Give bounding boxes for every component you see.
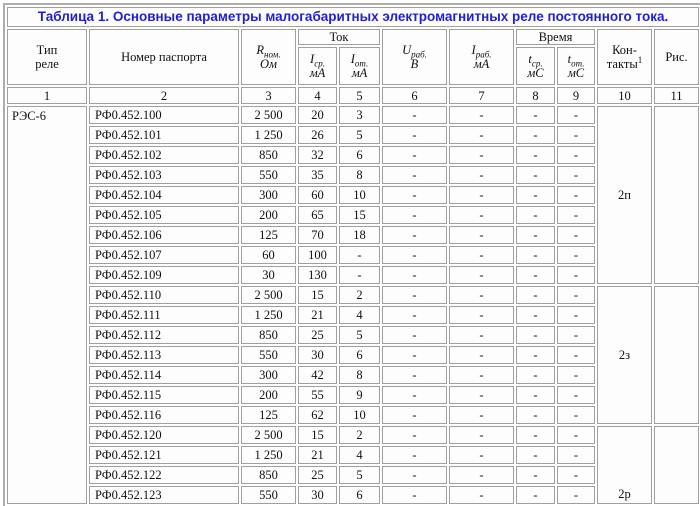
cell-time-on: - <box>516 326 555 344</box>
cell-time-on: - <box>516 406 555 424</box>
cell-working-current: - <box>449 406 514 424</box>
cell-current-on: 21 <box>298 306 337 324</box>
cell-current-on: 55 <box>298 386 337 404</box>
col-header-passport: Номер паспорта <box>89 29 239 85</box>
cell-resistance: 550 <box>241 346 296 364</box>
relay-type-label-line2: реле <box>35 57 59 72</box>
cell-working-current: - <box>449 366 514 384</box>
table-row <box>7 266 699 284</box>
cell-current-off: 6 <box>339 346 380 364</box>
cell-working-current: - <box>449 446 514 464</box>
cell-working-voltage: - <box>382 206 447 224</box>
cell-passport: РФ0.452.122 <box>89 466 239 484</box>
cell-current-off: 15 <box>339 206 380 224</box>
cell-current-off: 10 <box>339 406 380 424</box>
cell-current-on: 60 <box>298 186 337 204</box>
cell-time-on: - <box>516 366 555 384</box>
cell-passport: РФ0.452.103 <box>89 166 239 184</box>
cell-time-on: - <box>516 166 555 184</box>
cell-working-voltage: - <box>382 486 447 504</box>
cell-contacts: 2р <box>597 426 652 504</box>
time-on-symbol: t <box>528 52 532 66</box>
cell-resistance: 850 <box>241 326 296 344</box>
cell-time-on: - <box>516 486 555 504</box>
col-header-working-voltage <box>382 29 447 85</box>
table-row <box>7 406 699 424</box>
cell-time-off: - <box>557 126 595 144</box>
cell-working-current: - <box>449 426 514 444</box>
cell-resistance: 850 <box>241 466 296 484</box>
cell-time-on: - <box>516 346 555 364</box>
cell-passport: РФ0.452.107 <box>89 246 239 264</box>
cell-current-off: 18 <box>339 226 380 244</box>
cell-current-on: 20 <box>298 106 337 124</box>
cell-time-on: - <box>516 106 555 124</box>
cell-working-current: - <box>449 186 514 204</box>
cell-time-on: - <box>516 146 555 164</box>
cell-passport: РФ0.452.112 <box>89 326 239 344</box>
column-number: 8 <box>516 87 555 104</box>
column-number: 3 <box>241 87 296 104</box>
cell-figure <box>654 106 699 284</box>
cell-time-off: - <box>557 306 595 324</box>
cell-current-on: 30 <box>298 346 337 364</box>
cell-working-current: - <box>449 166 514 184</box>
cell-working-voltage: - <box>382 286 447 304</box>
cell-working-voltage: - <box>382 406 447 424</box>
cell-current-off: 8 <box>339 366 380 384</box>
col-header-relay-type <box>7 29 87 85</box>
col-header-figure: Рис. <box>654 29 699 85</box>
cell-time-off: - <box>557 406 595 424</box>
table-row <box>7 326 699 344</box>
column-number: 9 <box>557 87 595 104</box>
cell-resistance: 2 500 <box>241 426 296 444</box>
cell-passport: РФ0.452.123 <box>89 486 239 504</box>
cell-current-off: 6 <box>339 486 380 504</box>
cell-working-current: - <box>449 266 514 284</box>
cell-working-voltage: - <box>382 386 447 404</box>
cell-working-voltage: - <box>382 126 447 144</box>
table-row <box>7 286 699 304</box>
cell-current-on: 30 <box>298 486 337 504</box>
cell-resistance: 125 <box>241 406 296 424</box>
cell-working-voltage: - <box>382 346 447 364</box>
col-header-contacts <box>597 29 652 85</box>
cell-working-voltage: - <box>382 306 447 324</box>
cell-working-voltage: - <box>382 426 447 444</box>
cell-passport: РФ0.452.110 <box>89 286 239 304</box>
cell-working-voltage: - <box>382 466 447 484</box>
cell-resistance: 125 <box>241 226 296 244</box>
cell-passport: РФ0.452.102 <box>89 146 239 164</box>
table-row <box>7 226 699 244</box>
cell-working-voltage: - <box>382 166 447 184</box>
cell-passport: РФ0.452.115 <box>89 386 239 404</box>
cell-resistance: 300 <box>241 186 296 204</box>
column-number: 2 <box>89 87 239 104</box>
cell-resistance: 550 <box>241 166 296 184</box>
cell-working-voltage: - <box>382 106 447 124</box>
column-number: 1 <box>7 87 87 104</box>
cell-working-current: - <box>449 206 514 224</box>
cell-time-on: - <box>516 126 555 144</box>
cell-resistance: 30 <box>241 266 296 284</box>
cell-working-current: - <box>449 146 514 164</box>
table-row <box>7 446 699 464</box>
col-header-time-on <box>516 47 555 85</box>
cell-time-on: - <box>516 266 555 284</box>
cell-passport: РФ0.452.105 <box>89 206 239 224</box>
cell-current-off: 8 <box>339 166 380 184</box>
cell-current-off: 2 <box>339 286 380 304</box>
current-off-symbol: I <box>350 52 355 66</box>
cell-current-on: 130 <box>298 266 337 284</box>
cell-figure <box>654 426 699 504</box>
cell-current-off: 2 <box>339 426 380 444</box>
col-header-resistance <box>241 29 296 85</box>
table-row <box>7 246 699 264</box>
cell-working-current: - <box>449 486 514 504</box>
cell-working-voltage: - <box>382 226 447 244</box>
cell-resistance: 300 <box>241 366 296 384</box>
column-number: 4 <box>298 87 337 104</box>
cell-time-off: - <box>557 106 595 124</box>
table-row <box>7 106 699 124</box>
resistance-unit: Ом <box>259 57 277 72</box>
table-row <box>7 206 699 224</box>
cell-passport: РФ0.452.101 <box>89 126 239 144</box>
cell-figure <box>654 286 699 424</box>
cell-time-off: - <box>557 386 595 404</box>
relay-parameters-table <box>3 3 700 506</box>
cell-working-voltage: - <box>382 446 447 464</box>
cell-time-off: - <box>557 486 595 504</box>
cell-working-voltage: - <box>382 246 447 264</box>
cell-resistance: 2 500 <box>241 286 296 304</box>
cell-relay-type: РЭС-6 <box>7 106 87 504</box>
table-row <box>7 346 699 364</box>
cell-time-off: - <box>557 466 595 484</box>
cell-current-off: 4 <box>339 306 380 324</box>
cell-current-off: - <box>339 266 380 284</box>
cell-current-on: 70 <box>298 226 337 244</box>
title-row <box>7 7 699 27</box>
cell-working-current: - <box>449 246 514 264</box>
cell-working-voltage: - <box>382 366 447 384</box>
cell-current-on: 15 <box>298 426 337 444</box>
cell-current-off: 3 <box>339 106 380 124</box>
cell-working-voltage: - <box>382 186 447 204</box>
cell-passport: РФ0.452.120 <box>89 426 239 444</box>
cell-current-off: 6 <box>339 146 380 164</box>
time-off-sub: от. <box>571 58 585 69</box>
cell-resistance: 550 <box>241 486 296 504</box>
cell-current-on: 35 <box>298 166 337 184</box>
cell-time-off: - <box>557 166 595 184</box>
col-header-working-current <box>449 29 514 85</box>
current-on-symbol: I <box>310 52 315 66</box>
time-off-symbol: t <box>567 52 572 66</box>
cell-current-on: 32 <box>298 146 337 164</box>
cell-contacts: 2п <box>597 106 652 284</box>
voltage-sub: раб. <box>411 49 427 60</box>
table-row <box>7 146 699 164</box>
cell-passport: РФ0.452.100 <box>89 106 239 124</box>
cell-current-off: 10 <box>339 186 380 204</box>
cell-resistance: 1 250 <box>241 306 296 324</box>
voltage-unit: В <box>410 57 419 72</box>
cell-time-on: - <box>516 466 555 484</box>
cell-time-off: - <box>557 146 595 164</box>
cell-time-off: - <box>557 186 595 204</box>
cell-passport: РФ0.452.104 <box>89 186 239 204</box>
col-group-time: Время <box>516 29 595 45</box>
cell-working-current: - <box>449 386 514 404</box>
cell-passport: РФ0.452.114 <box>89 366 239 384</box>
current-off-unit: мА <box>351 66 368 81</box>
working-current-symbol: I <box>471 42 476 57</box>
resistance-sub: ном. <box>264 49 281 60</box>
cell-current-off: - <box>339 246 380 264</box>
table-row <box>7 386 699 404</box>
table-row <box>7 166 699 184</box>
table-row <box>7 126 699 144</box>
current-off-sub: от. <box>354 58 369 69</box>
cell-resistance: 2 500 <box>241 106 296 124</box>
table-row <box>7 186 699 204</box>
cell-passport: РФ0.452.109 <box>89 266 239 284</box>
cell-time-on: - <box>516 426 555 444</box>
column-number: 10 <box>597 87 652 104</box>
cell-working-current: - <box>449 126 514 144</box>
cell-working-current: - <box>449 106 514 124</box>
cell-time-off: - <box>557 246 595 264</box>
time-on-unit: мС <box>527 66 544 81</box>
cell-time-on: - <box>516 206 555 224</box>
cell-working-current: - <box>449 306 514 324</box>
cell-time-off: - <box>557 266 595 284</box>
cell-current-on: 25 <box>298 466 337 484</box>
col-header-time-off <box>557 47 595 85</box>
contacts-label-line1: Кон- <box>612 42 637 57</box>
cell-current-on: 62 <box>298 406 337 424</box>
cell-current-off: 5 <box>339 126 380 144</box>
cell-resistance: 60 <box>241 246 296 264</box>
working-current-unit: мА <box>473 57 490 72</box>
cell-time-off: - <box>557 446 595 464</box>
column-number: 7 <box>449 87 514 104</box>
time-off-unit: мС <box>567 66 585 81</box>
cell-current-on: 15 <box>298 286 337 304</box>
cell-resistance: 850 <box>241 146 296 164</box>
cell-current-on: 100 <box>298 246 337 264</box>
time-on-sub: ср. <box>531 58 543 69</box>
cell-resistance: 200 <box>241 206 296 224</box>
cell-working-current: - <box>449 466 514 484</box>
cell-current-on: 65 <box>298 206 337 224</box>
cell-time-off: - <box>557 326 595 344</box>
cell-resistance: 200 <box>241 386 296 404</box>
column-number: 5 <box>339 87 380 104</box>
cell-passport: РФ0.452.116 <box>89 406 239 424</box>
cell-passport: РФ0.452.111 <box>89 306 239 324</box>
table-row <box>7 426 699 444</box>
cell-time-off: - <box>557 346 595 364</box>
cell-current-off: 9 <box>339 386 380 404</box>
cell-time-off: - <box>557 226 595 244</box>
cell-passport: РФ0.452.113 <box>89 346 239 364</box>
table-row <box>7 486 699 504</box>
table-body <box>7 106 699 504</box>
cell-contacts: 2з <box>597 286 652 424</box>
cell-time-off: - <box>557 286 595 304</box>
col-header-current-on <box>298 47 337 85</box>
table-row <box>7 366 699 384</box>
cell-time-off: - <box>557 426 595 444</box>
cell-passport: РФ0.452.106 <box>89 226 239 244</box>
cell-working-voltage: - <box>382 326 447 344</box>
cell-time-on: - <box>516 386 555 404</box>
working-current-sub: раб. <box>475 49 492 60</box>
resistance-symbol: R <box>256 42 264 57</box>
header-group-row <box>7 29 699 45</box>
cell-current-off: 5 <box>339 466 380 484</box>
cell-time-on: - <box>516 246 555 264</box>
cell-working-voltage: - <box>382 266 447 284</box>
cell-working-current: - <box>449 346 514 364</box>
table-title: Таблица 1. Основные параметры малогабаритных электромагнитных реле постоянного тока. <box>7 7 699 27</box>
cell-time-on: - <box>516 446 555 464</box>
cell-time-off: - <box>557 206 595 224</box>
cell-resistance: 1 250 <box>241 126 296 144</box>
col-group-current: Ток <box>298 29 380 45</box>
contacts-footnote-mark: 1 <box>637 55 643 66</box>
cell-working-current: - <box>449 326 514 344</box>
cell-resistance: 1 250 <box>241 446 296 464</box>
voltage-symbol: U <box>402 42 412 57</box>
column-number: 11 <box>654 87 699 104</box>
cell-working-voltage: - <box>382 146 447 164</box>
cell-current-on: 26 <box>298 126 337 144</box>
cell-time-off: - <box>557 366 595 384</box>
current-on-unit: мА <box>309 66 326 81</box>
cell-current-off: 4 <box>339 446 380 464</box>
cell-time-on: - <box>516 286 555 304</box>
cell-current-off: 5 <box>339 326 380 344</box>
col-header-current-off <box>339 47 380 85</box>
table-row <box>7 306 699 324</box>
contacts-label-line2: такты <box>606 57 638 72</box>
cell-time-on: - <box>516 306 555 324</box>
current-on-sub: ср. <box>314 58 325 69</box>
cell-time-on: - <box>516 186 555 204</box>
cell-current-on: 42 <box>298 366 337 384</box>
column-number: 6 <box>382 87 447 104</box>
cell-working-current: - <box>449 226 514 244</box>
column-number-row <box>7 87 699 104</box>
cell-working-current: - <box>449 286 514 304</box>
table-row <box>7 466 699 484</box>
cell-current-on: 25 <box>298 326 337 344</box>
relay-type-label-line1: Тип <box>36 42 58 57</box>
cell-current-on: 21 <box>298 446 337 464</box>
cell-time-on: - <box>516 226 555 244</box>
cell-passport: РФ0.452.121 <box>89 446 239 464</box>
